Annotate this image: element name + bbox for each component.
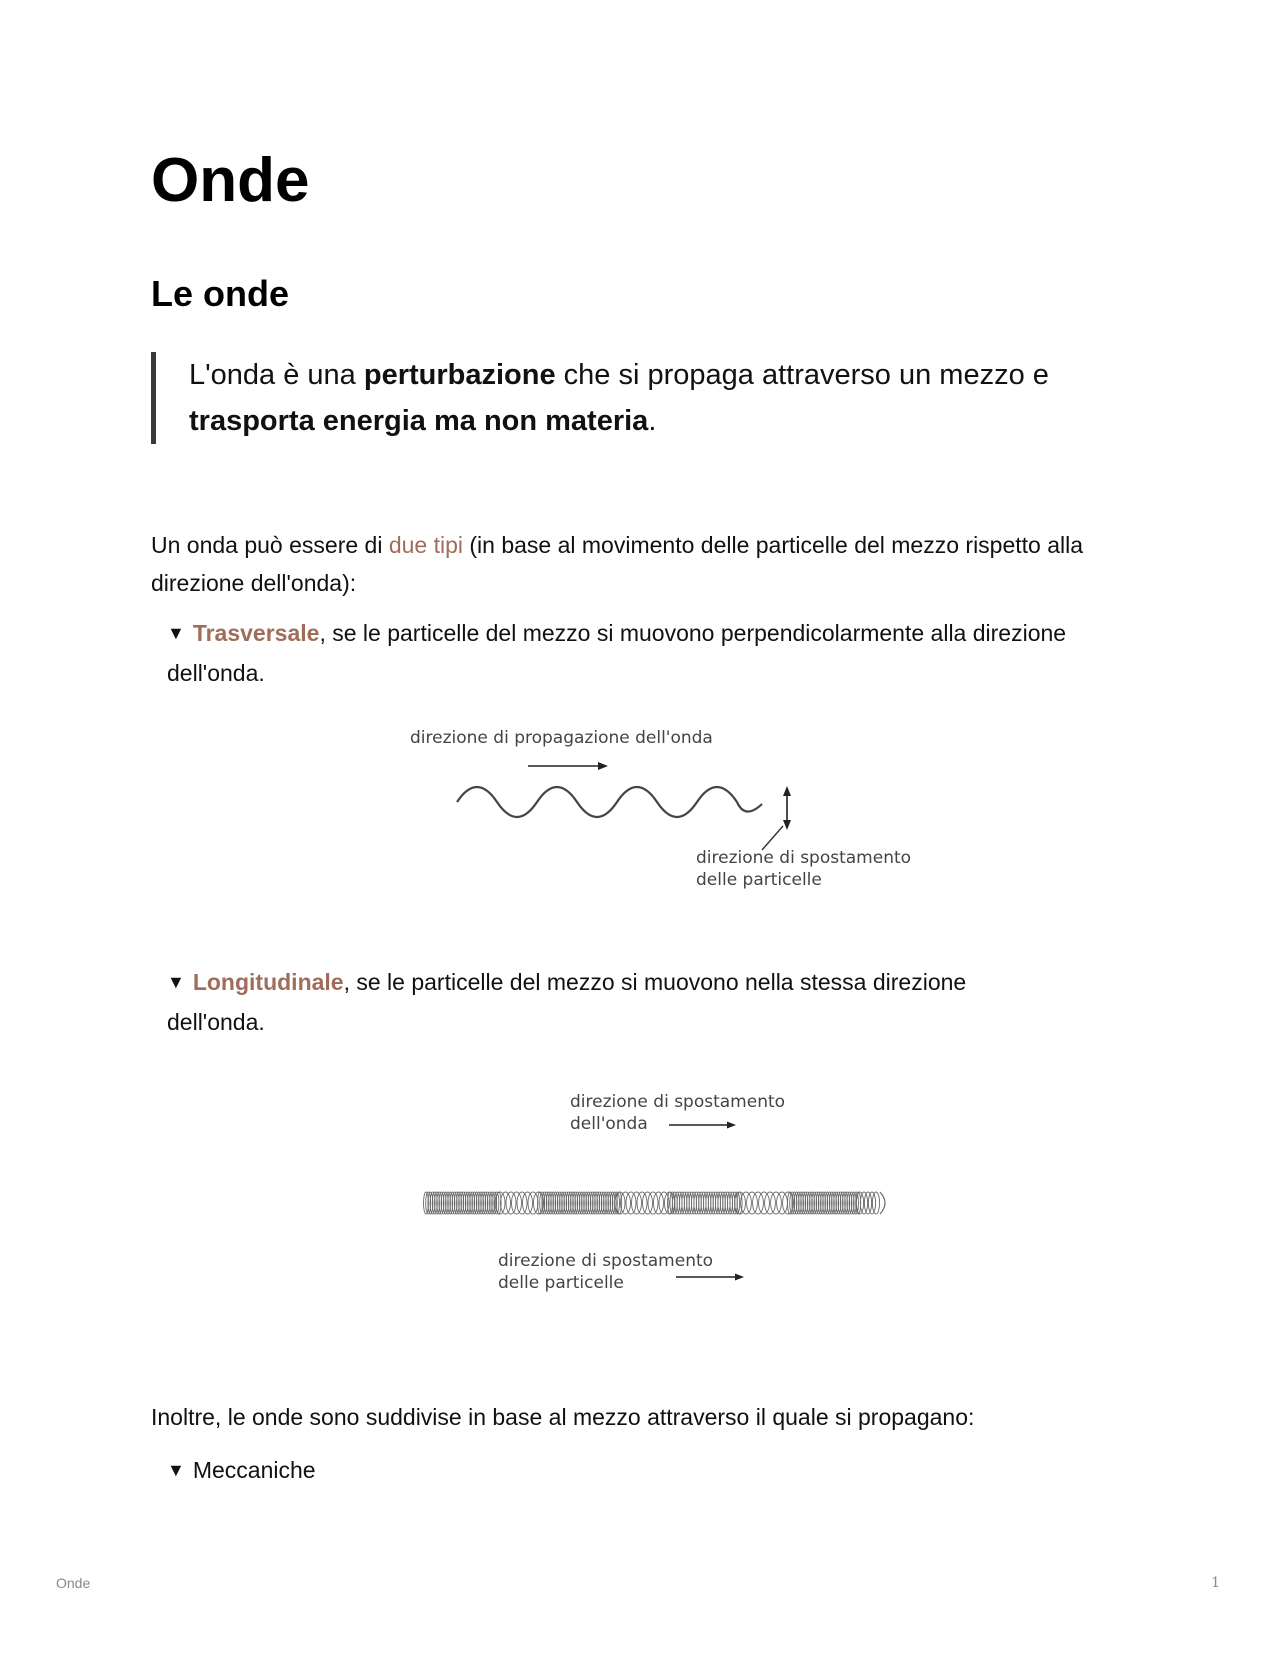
spring-loop	[643, 1192, 653, 1214]
toggle-meccaniche[interactable]	[167, 1451, 1067, 1491]
displacement-label: direzione di spostamento	[696, 848, 912, 868]
intro-paragraph: Un onda può essere di due tipi (in base al movimento delle particelle del mezzo rispetto alla direzione dell'onda):	[151, 532, 1084, 596]
page-title: Onde	[151, 146, 310, 215]
spring-loop	[777, 1192, 788, 1214]
toggle-triangle-icon[interactable]: ▼	[167, 972, 185, 992]
spring-loop	[654, 1192, 664, 1214]
spring-end	[880, 1192, 885, 1214]
spring-loop	[753, 1192, 764, 1214]
spring-loop	[759, 1192, 770, 1214]
toggle-trasversale[interactable]: ▼ Trasversale, se le particelle del mezzo si muovono perpendicolarmente alla direzione dell'onda.	[167, 614, 1067, 692]
meccaniche-label: Meccaniche	[192, 1457, 316, 1483]
particles-direction-label: delle particelle	[498, 1273, 624, 1293]
due-tipi-highlight: due tipi	[388, 532, 463, 558]
spring-loop	[523, 1192, 533, 1214]
wave-line	[457, 787, 737, 817]
spring-loop	[632, 1192, 642, 1214]
wave-direction-label: direzione di spostamento	[570, 1092, 786, 1112]
medium-paragraph: Inoltre, le onde sono suddivise in base al mezzo attraverso il quale si propagano:	[151, 1404, 975, 1430]
pointer-line	[762, 826, 783, 850]
displacement-label: delle particelle	[696, 870, 822, 890]
trasversale-label: Trasversale	[192, 620, 320, 646]
toggle-longitudinale[interactable]: ▼ Longitudinale, se le particelle del mezzo si muovono nella stessa direzione dell'onda.	[167, 963, 1067, 1041]
quote-text: .	[648, 405, 657, 437]
spring-loop	[626, 1192, 636, 1214]
spring-loop	[517, 1192, 527, 1214]
spring-coil	[424, 1192, 886, 1214]
spring-loop	[512, 1192, 522, 1214]
spring-loop	[501, 1192, 511, 1214]
longitudinal-wave-figure	[410, 1080, 930, 1300]
section-heading: Le onde	[151, 273, 290, 314]
spring-loop	[637, 1192, 647, 1214]
propagation-label: direzione di propagazione dell'onda	[410, 728, 713, 748]
wave-direction-label: dell'onda	[570, 1114, 648, 1134]
toggle-triangle-icon[interactable]: ▼	[167, 1460, 185, 1480]
spring-loop	[648, 1192, 658, 1214]
definition-quote	[151, 352, 1169, 444]
quote-bold-perturbation: perturbazione	[363, 359, 556, 391]
spring-loop	[747, 1192, 758, 1214]
quote-bold-energy: trasporta energia ma non materia	[189, 405, 649, 437]
quote-text: che si propaga attraverso un mezzo e	[555, 359, 1049, 391]
longitudinale-label: Longitudinale	[192, 969, 344, 995]
spring-loop	[771, 1192, 782, 1214]
propagation-arrow-head	[598, 762, 608, 770]
spring-loop	[506, 1192, 516, 1214]
footer-page-number: 1	[1211, 1575, 1220, 1591]
toggle-triangle-icon[interactable]: ▼	[167, 623, 185, 643]
quote-text: L'onda è una	[189, 359, 364, 391]
footer-document-title: Onde	[56, 1575, 91, 1591]
spring-loop	[528, 1192, 538, 1214]
particles-direction-label: direzione di spostamento	[498, 1251, 714, 1271]
transverse-wave-figure	[400, 720, 920, 900]
spring-loop	[765, 1192, 776, 1214]
